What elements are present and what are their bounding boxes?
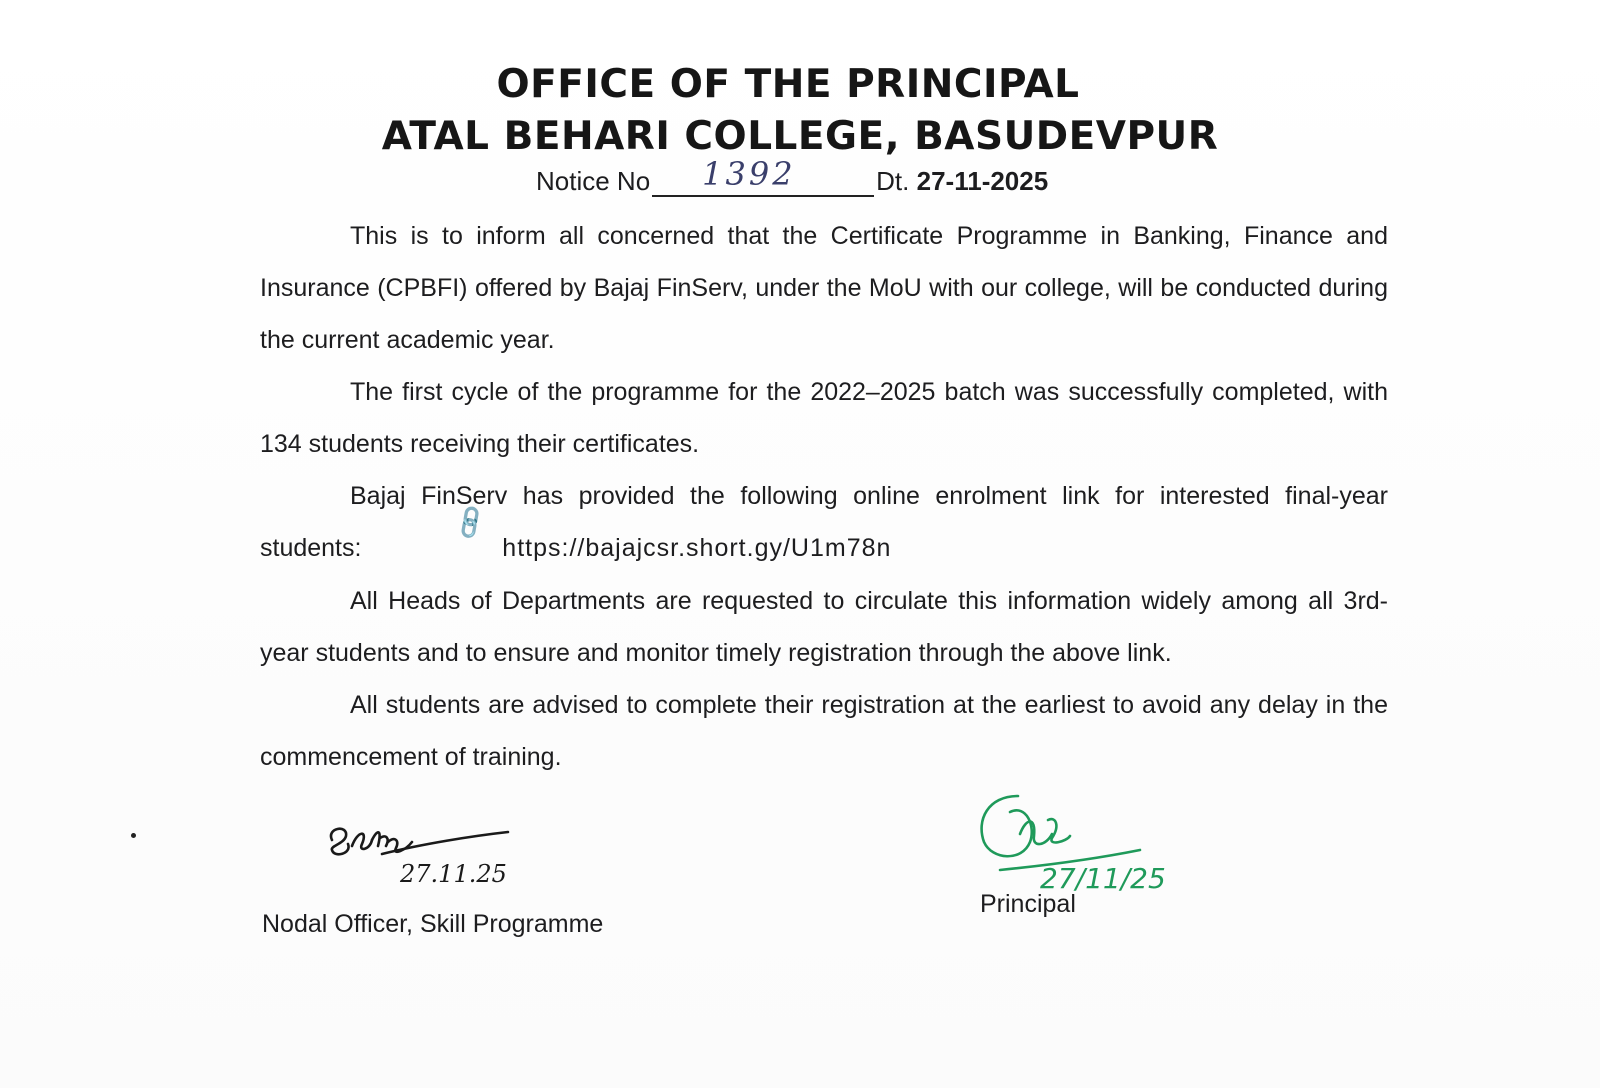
notice-date: 27-11-2025: [916, 166, 1049, 196]
nodal-signature-date: 27.11.25: [400, 860, 507, 888]
paragraph-first-cycle: The first cycle of the programme for the 2022–2025 batch was successfully completed, with 134 students receiving their certificates.: [260, 378, 1388, 458]
notice-label: Notice No: [536, 166, 651, 196]
enrolment-link[interactable]: https://bajajcsr.short.gy/U1m78n: [502, 534, 892, 562]
link-icon: 🔗: [450, 503, 491, 543]
college-heading: ATAL BEHARI COLLEGE, BASUDEVPUR: [381, 114, 1219, 159]
paragraph-student-advice: All students are advised to complete their registration at the earliest to avoid any delay in the commencement of training.: [260, 691, 1388, 771]
nodal-officer-title: Nodal Officer, Skill Programme: [262, 910, 604, 938]
principal-signature: [970, 790, 1200, 900]
paragraph-intro: This is to inform all concerned that the Certificate Programme in Banking, Finance and Insurance (CPBFI) offered by Bajaj FinServ, under the MoU with our college, will be conducted during the current academic year.: [260, 222, 1388, 354]
paragraph-hod-request: All Heads of Departments are requested to circulate this information widely among all 3rd-year students and to ensure and monitor timely registration through the above link.: [260, 587, 1388, 667]
enrolment-text: Bajaj FinServ has provided the following online enrolment link for interested final-year students:: [260, 482, 1388, 562]
principal-title: Principal: [980, 890, 1076, 918]
notice-body: [260, 210, 1388, 783]
office-heading: OFFICE OF THE PRINCIPAL: [496, 62, 1080, 107]
principal-signature-date: 27/11/25: [1040, 862, 1166, 895]
notice-number: 1392: [702, 155, 796, 193]
nodal-officer-signature: [322, 820, 522, 892]
date-label: Dt.: [876, 166, 910, 196]
notice-reference: [536, 155, 1049, 197]
stray-mark: [131, 833, 136, 838]
paragraph-enrolment: [260, 470, 1388, 575]
notice-number-blank: [652, 155, 874, 197]
